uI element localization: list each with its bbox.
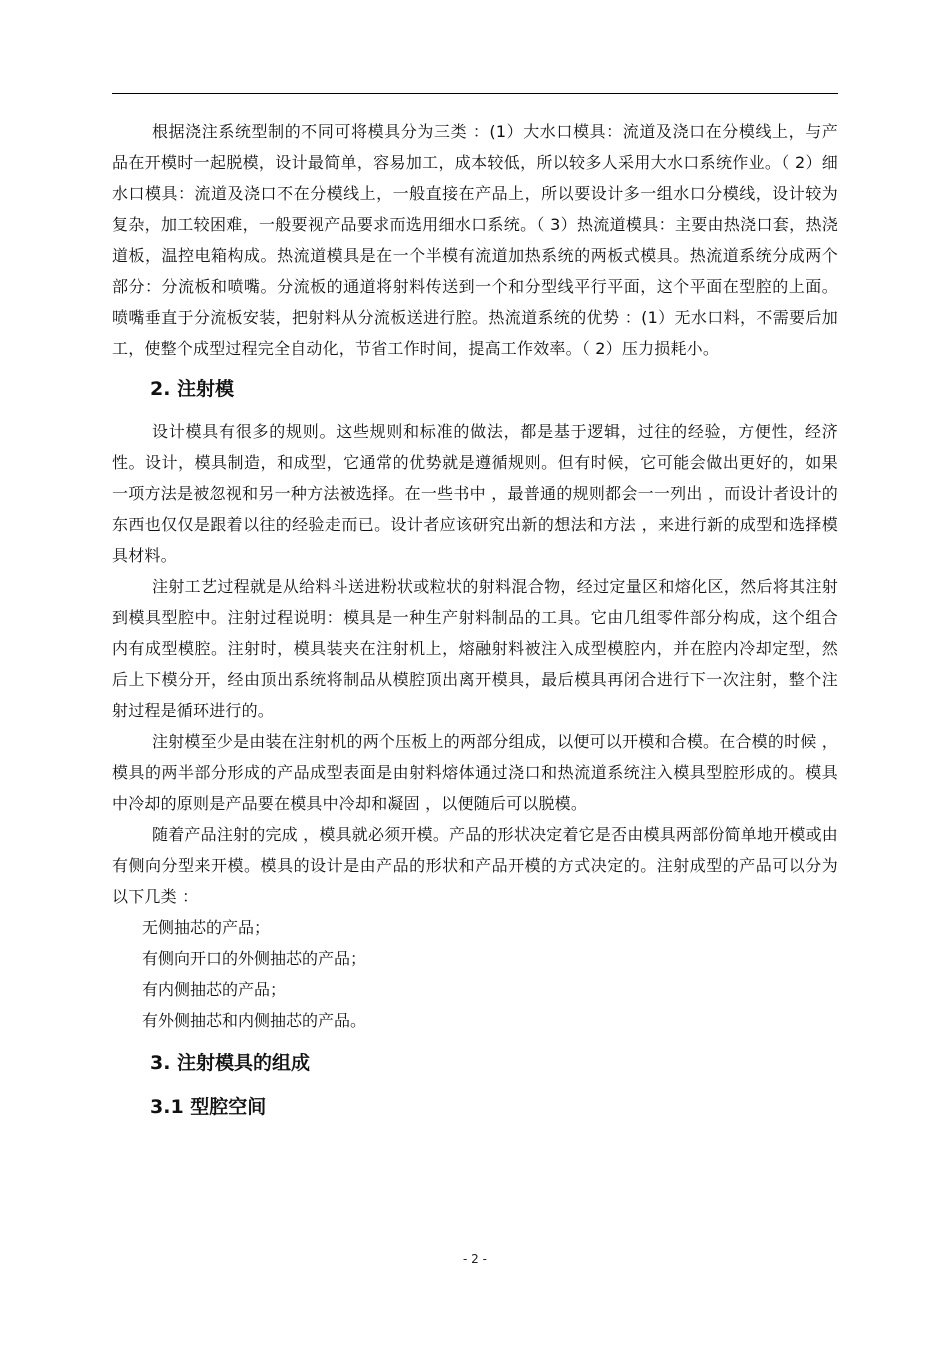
list-item: 无侧抽芯的产品；	[142, 918, 271, 937]
section-heading-injection-mold: 2. 注射模	[150, 378, 235, 400]
list-item: 有内侧抽芯的产品；	[142, 980, 287, 999]
product-type-list	[112, 912, 838, 1036]
paragraph-design-rules: 设计模具有很多的规则。这些规则和标准的做法，都是基于逻辑，过往的经验，方便性，经济性。设计，模具制造，和成型，它通常的优势就是遵循规则。但有时候，它可能会做出更好的，如果一项方法是被忽视和另一种方法被选择。在一些书中 ，最普通的规则都会一一列出 ，而设计者设计的东西也仅仅是跟着以往的经验走而已。设计者应该研究出新的想法和方法 ，来进行新的成型和选择模具材料。	[112, 422, 838, 565]
paragraph-mold-structure: 注射模至少是由装在注射机的两个压板上的两部分组成，以便可以开模和合模。在合模的时候 ，模具的两半部分形成的产品成型表面是由射料熔体通过浇口和热流道系统注入模具型腔形成的。模具中冷却的原则是产品要在模具中冷却和凝固 ，以便随后可以脱模。	[112, 732, 838, 813]
subsection-heading-cavity-space: 3.1 型腔空间	[150, 1096, 267, 1118]
header-rule	[112, 93, 838, 94]
paragraph-injection-process: 注射工艺过程就是从给料斗送进粉状或粒状的射料混合物，经过定量区和熔化区，然后将其注射到模具型腔中。注射过程说明：模具是一种生产射料制品的工具。它由几组零件部分构成，这个组合内有成型模腔。注射时，模具装夹在注射机上，熔融射料被注入成型模腔内，并在腔内冷却定型，然后上下模分开，经由顶出系统将制品从模腔顶出离开模具，最后模具再闭合进行下一次注射，整个注射过程是循环进行的。	[112, 577, 838, 720]
list-item: 有侧向开口的外侧抽芯的产品；	[142, 949, 367, 968]
list-item: 有外侧抽芯和内侧抽芯的产品。	[142, 1011, 367, 1030]
paragraph-mold-classification: 根据浇注系统型制的不同可将模具分为三类 ：(1）大水口模具：流道及浇口在分模线上，与产品在开模时一起脱模，设计最简单，容易加工，成本较低，所以较多人采用大水口系统作业。（ 2）细水口模具：流道及浇口不在分模线上，一般直接在产品上，所以要设计多一组水口分模线，设计较为复杂，加工较困难，一般要视产品要求而选用细水口系统。（ 3）热流道模具：主要由热浇口套，热浇道板，温控电箱构成。热流道模具是在一个半模有流道加热系统的两板式模具。热流道系统分成两个部分：分流板和喷嘴。分流板的通道将射料传送到一个和分型线平行平面，这个平面在型腔的上面。喷嘴垂直于分流板安装，把射料从分流板送进行腔。热流道系统的优势 ：(1）无水口料，不需要后加工，使整个成型过程完全自动化，节省工作时间，提高工作效率。（ 2）压力损耗小。	[112, 122, 838, 358]
document-body	[112, 116, 838, 1122]
section-heading-mold-composition: 3. 注射模具的组成	[150, 1052, 311, 1074]
paragraph-mold-opening: 随着产品注射的完成 ，模具就必须开模。产品的形状决定着它是否由模具两部份简单地开模或由有侧向分型来开模。模具的设计是由产品的形状和产品开模的方式决定的。注射成型的产品可以分为以下几类 ：	[112, 825, 838, 906]
page-number: - 2 -	[463, 1252, 487, 1266]
